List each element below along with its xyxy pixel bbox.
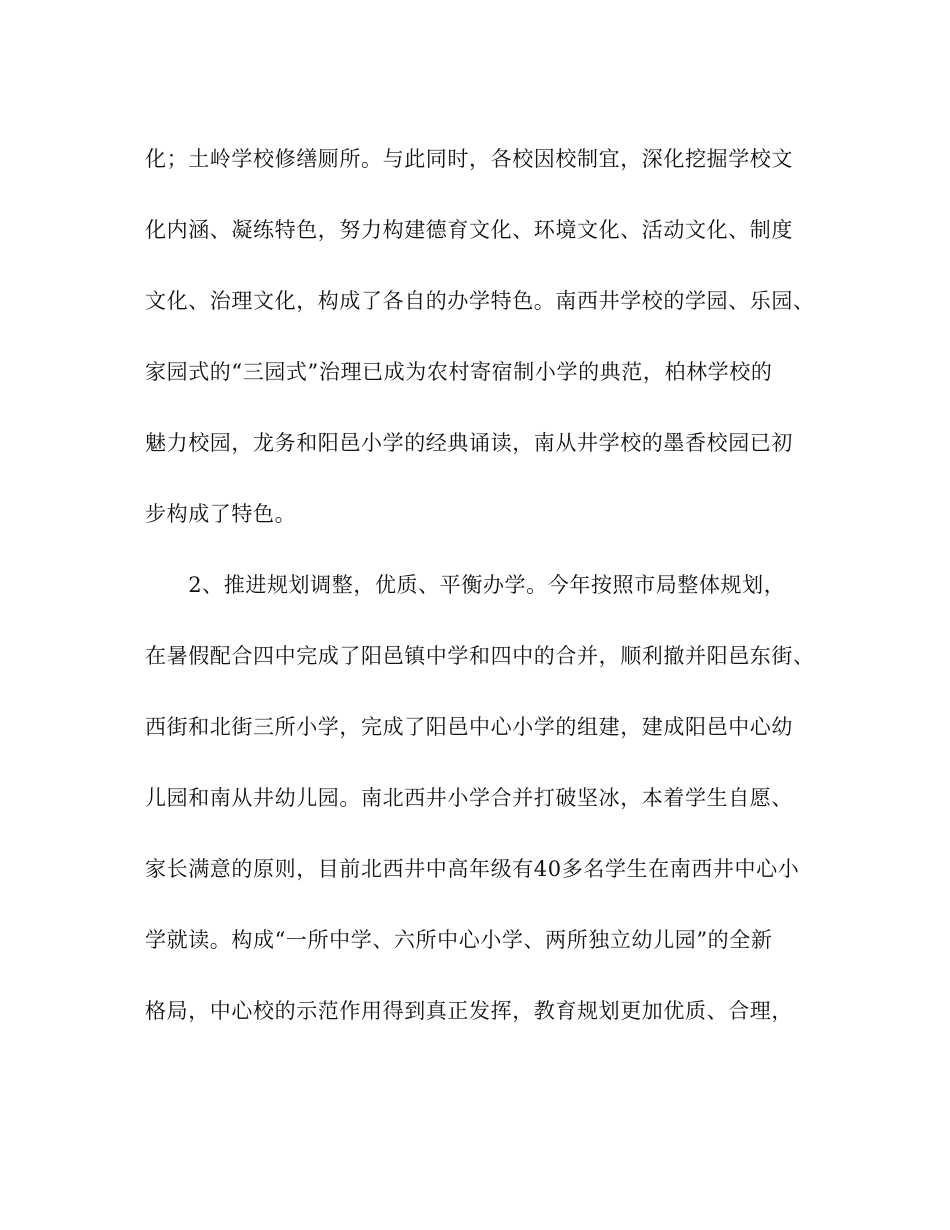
paragraph-line: 家园式的“三园式”治理已成为农村寄宿制小学的典范，柏林学校的 <box>145 360 773 384</box>
paragraph-line: 西街和北街三所小学，完成了阳邑中心小学的组建，建成阳邑中心幼 <box>145 715 793 739</box>
paragraph-line: 2、推进规划调整，优质、平衡办学。今年按照市局整体规划， <box>145 573 786 597</box>
paragraph-line: 化；土岭学校修缮厕所。与此同时，各校因校制宜，深化挖掘学校文 <box>145 147 793 171</box>
paragraph-line: 在暑假配合四中完成了阳邑镇中学和四中的合并，顺利撤并阳邑东街、 <box>145 644 815 668</box>
paragraph-line: 格局，中心校的示范作用得到真正发挥，教育规划更加优质、合理， <box>145 999 793 1023</box>
paragraph-line: 家长满意的原则，目前北西井中高年级有40多名学生在南西井中心小 <box>145 857 800 881</box>
paragraph-line: 儿园和南从井幼儿园。南北西井小学合并打破坚冰，本着学生自愿、 <box>145 786 793 810</box>
paragraph-line: 魅力校园，龙务和阳邑小学的经典诵读，南从井学校的墨香校园已初 <box>145 431 793 455</box>
paragraph-line: 文化、治理文化，构成了各自的办学特色。南西井学校的学园、乐园、 <box>145 289 815 313</box>
paragraph-line: 学就读。构成“一所中学、六所中心小学、两所独立幼儿园”的全新 <box>145 928 773 952</box>
paragraph-line: 化内涵、凝练特色，努力构建德育文化、环境文化、活动文化、制度 <box>145 218 793 242</box>
paragraph-line: 步构成了特色。 <box>145 502 297 526</box>
